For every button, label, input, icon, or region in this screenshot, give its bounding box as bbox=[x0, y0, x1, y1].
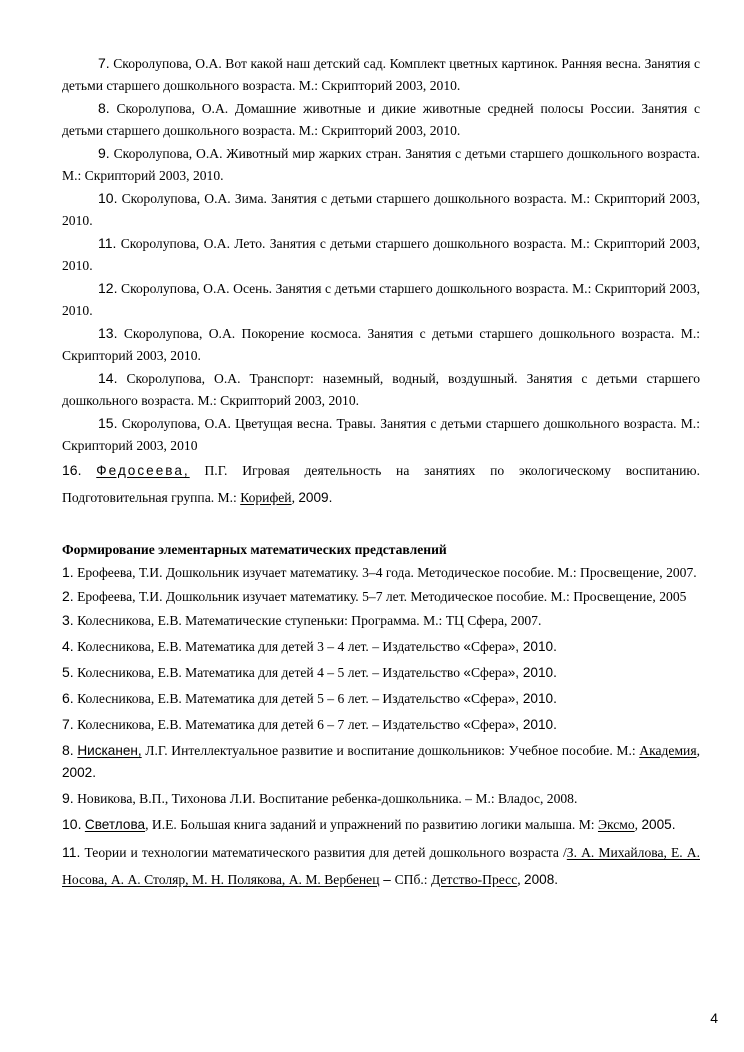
document-page bbox=[62, 52, 700, 893]
publisher-link[interactable]: Академия bbox=[639, 743, 697, 758]
list-item: 16. Федосеева, П.Г. Игровая деятельность на занятиях по экологическому воспитанию. Подготовительная группа. М.: Корифей, 2009. bbox=[62, 462, 700, 505]
list-item: 13. Скоролупова, О.А. Покорение космоса. Занятия с детьми старшего дошкольного возраста. М.: Скрипторий 2003, 2010. bbox=[62, 325, 700, 363]
publisher-link[interactable]: Эксмо bbox=[597, 817, 635, 832]
list-item: 8. Нисканен, Л.Г. Интеллектуальное развитие и воспитание дошкольников: Учебное пособие. М.: Академия, 2002. bbox=[62, 742, 700, 780]
list-item: 10. Скоролупова, О.А. Зима. Занятия с детьми старшего дошкольного возраста. М.: Скрипторий 2003, 2010. bbox=[62, 190, 700, 228]
section-heading: Формирование элементарных математических представлений bbox=[62, 542, 447, 557]
author-link[interactable]: Нисканен, bbox=[77, 743, 142, 758]
list-item: 9. Новикова, В.П., Тихонова Л.И. Воспитание ребенка-дошкольника. – М.: Владос, 2008. bbox=[62, 790, 578, 806]
list-item: 11. Скоролупова, О.А. Лето. Занятия с детьми старшего дошкольного возраста. М.: Скрипторий 2003, 2010. bbox=[62, 235, 700, 273]
list-item: 5. Колесникова, Е.В. Математика для детей 4 – 5 лет. – Издательство «Сфера», 2010. bbox=[62, 664, 557, 680]
list-item: 14. Скоролупова, О.А. Транспорт: наземный, водный, воздушный. Занятия с детьми старшего дошкольного возраста. М.: Скрипторий 2003, 2010. bbox=[62, 370, 700, 408]
list-item: 9. Скоролупова, О.А. Животный мир жарких стран. Занятия с детьми старшего дошкольного возраста. М.: Скрипторий 2003, 2010. bbox=[62, 145, 700, 183]
list-item: 7. Скоролупова, О.А. Вот какой наш детский сад. Комплект цветных картинок. Ранняя весна. Занятия с детьми старшего дошкольного возраста. М.: Скрипторий 2003, 2010. bbox=[62, 55, 700, 93]
list-item: 1. Ерофеева, Т.И. Дошкольник изучает математику. 3–4 года. Методическое пособие. М.: Просвещение, 2007. bbox=[62, 564, 697, 580]
list-item: 4. Колесникова, Е.В. Математика для детей 3 – 4 лет. – Издательство «Сфера», 2010. bbox=[62, 638, 557, 654]
publisher-link[interactable]: Корифей bbox=[240, 490, 292, 505]
list-item: 6. Колесникова, Е.В. Математика для детей 5 – 6 лет. – Издательство «Сфера», 2010. bbox=[62, 690, 557, 706]
list-item: 3. Колесникова, Е.В. Математические ступеньки: Программа. М.: ТЦ Сфера, 2007. bbox=[62, 612, 542, 628]
authors-link[interactable]: З. А. Михайлова, Е. А. Носова, А. А. Столяр, М. Н. Полякова, А. М. Вербенец bbox=[62, 845, 700, 887]
list-item: 15. Скоролупова, О.А. Цветущая весна. Травы. Занятия с детьми старшего дошкольного возраста. М.: Скрипторий 2003, 2010 bbox=[62, 415, 700, 453]
page-number: 4 bbox=[710, 1010, 718, 1026]
list-item: 10. Светлова, И.Е. Большая книга заданий и упражнений по развитию логики малыша. М: Эксмо, 2005. bbox=[62, 816, 676, 832]
author-link[interactable]: Федосеева, bbox=[96, 463, 190, 478]
list-item: 11. Теории и технологии математического развития для детей дошкольного возраста /З. А. Михайлова, Е. А. Носова, А. А. Столяр, М. Н. Полякова, А. М. Вербенец – СПб.: Детство-Пресс, 2008. bbox=[62, 844, 700, 887]
list-item: 12. Скоролупова, О.А. Осень. Занятия с детьми старшего дошкольного возраста. М.: Скрипторий 2003, 2010. bbox=[62, 280, 700, 318]
author-link[interactable]: Светлова bbox=[84, 817, 146, 832]
list-item: 2. Ерофеева, Т.И. Дошкольник изучает математику. 5–7 лет. Методическое пособие. М.: Просвещение, 2005 bbox=[62, 588, 687, 604]
list-item: 8. Скоролупова, О.А. Домашние животные и дикие животные средней полосы России. Занятия с детьми старшего дошкольного возраста. М.: Скрипторий 2003, 2010. bbox=[62, 100, 700, 138]
list-item: 7. Колесникова, Е.В. Математика для детей 6 – 7 лет. – Издательство «Сфера», 2010. bbox=[62, 716, 557, 732]
publisher-link[interactable]: Детство-Пресс bbox=[430, 872, 518, 887]
